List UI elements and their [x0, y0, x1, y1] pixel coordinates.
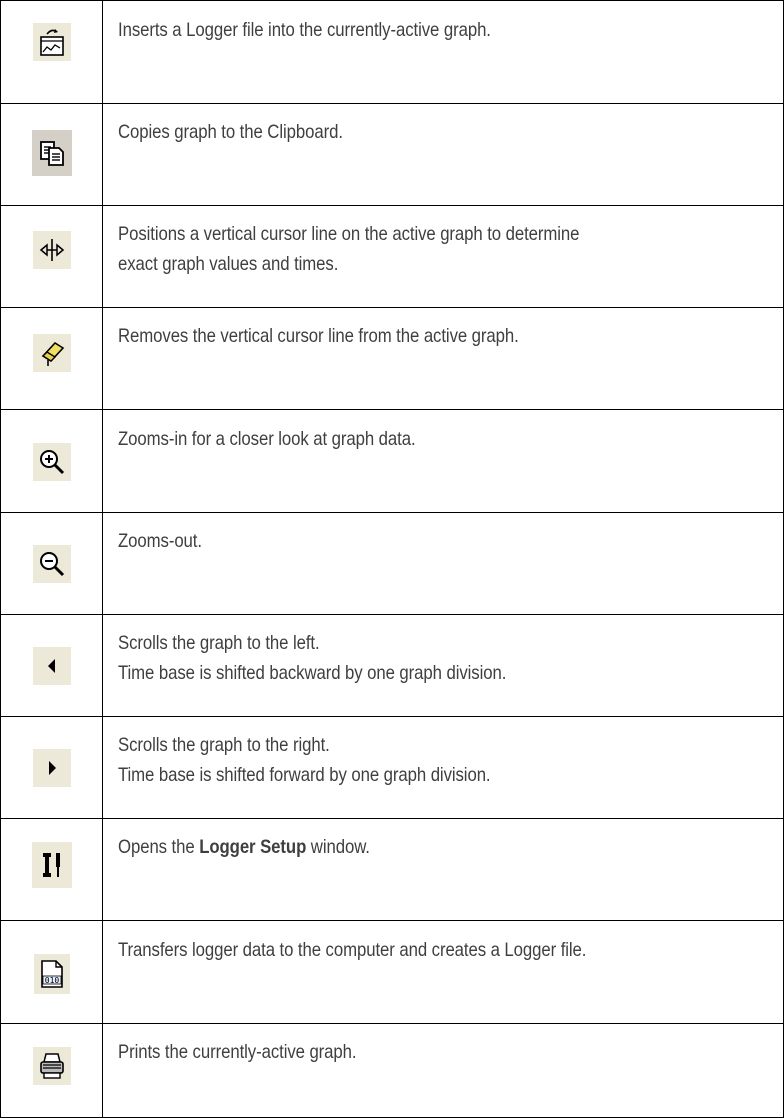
description-line: exact graph values and times. [118, 253, 339, 275]
description-line: Zooms-out. [118, 530, 202, 552]
description-text: Opens the [118, 836, 200, 858]
table-row-icon-cell [0, 128, 103, 178]
table-row-description [118, 321, 772, 351]
description-line: Zooms-in for a closer look at graph data. [118, 428, 416, 450]
description-line [118, 832, 772, 862]
description-line: Prints the currently-active graph. [118, 1041, 357, 1063]
transfer-data-icon[interactable] [34, 954, 70, 994]
table-row-icon-cell [0, 1042, 103, 1090]
scroll-right-icon[interactable] [33, 749, 71, 787]
row-divider [0, 920, 784, 921]
table-row-icon-cell [0, 331, 103, 375]
table-row-description [118, 730, 772, 790]
table-row-description [118, 628, 772, 688]
description-line: Time base is shifted forward by one graph division. [118, 764, 491, 786]
table-row-icon-cell [0, 840, 103, 890]
description-line: Transfers logger data to the computer and creates a Logger file. [118, 939, 587, 961]
insert-logger-file-icon[interactable] [33, 23, 71, 61]
description-line: Removes the vertical cursor line from the active graph. [118, 325, 519, 347]
scroll-left-icon[interactable] [33, 647, 71, 685]
table-row-icon-cell [0, 952, 103, 996]
table-row-icon-cell [0, 440, 103, 484]
zoom-out-icon[interactable] [33, 545, 71, 583]
row-divider [0, 614, 784, 615]
row-divider [0, 0, 784, 1]
copy-to-clipboard-icon[interactable] [32, 130, 72, 176]
table-row-description [118, 526, 772, 556]
row-divider [0, 512, 784, 513]
table-row-icon-cell [0, 227, 103, 273]
svg-text:010: 010 [44, 976, 59, 985]
row-divider [0, 409, 784, 410]
print-icon[interactable] [33, 1047, 71, 1085]
logger-setup-label: Logger Setup [199, 836, 307, 858]
table-row-description [118, 117, 772, 147]
row-divider [0, 205, 784, 206]
table-row-icon-cell [0, 644, 103, 688]
table-row-description [118, 219, 772, 279]
table-row-description [118, 424, 772, 454]
table-row-description [118, 15, 772, 45]
description-line: Inserts a Logger file into the currently-active graph. [118, 19, 491, 41]
description-line: Scrolls the graph to the left. [118, 632, 320, 654]
row-divider [0, 716, 784, 717]
description-line: Scrolls the graph to the right. [118, 734, 330, 756]
row-divider [0, 103, 784, 104]
row-divider [0, 818, 784, 819]
table-row-icon-cell [0, 542, 103, 586]
table-row-description [118, 935, 772, 965]
table-row-description [118, 1037, 772, 1067]
table-row-icon-cell [0, 16, 103, 68]
description-line: Copies graph to the Clipboard. [118, 121, 343, 143]
description-text: window. [306, 836, 370, 858]
zoom-in-icon[interactable] [33, 443, 71, 481]
vertical-cursor-icon[interactable] [33, 231, 71, 269]
row-divider [0, 307, 784, 308]
logger-setup-icon[interactable] [32, 842, 72, 888]
eraser-icon[interactable] [33, 334, 71, 372]
description-line: Positions a vertical cursor line on the active graph to determine [118, 223, 580, 245]
table-row-description [118, 832, 772, 862]
description-line: Time base is shifted backward by one graph division. [118, 662, 507, 684]
row-divider [0, 1023, 784, 1024]
table-row-icon-cell [0, 746, 103, 790]
